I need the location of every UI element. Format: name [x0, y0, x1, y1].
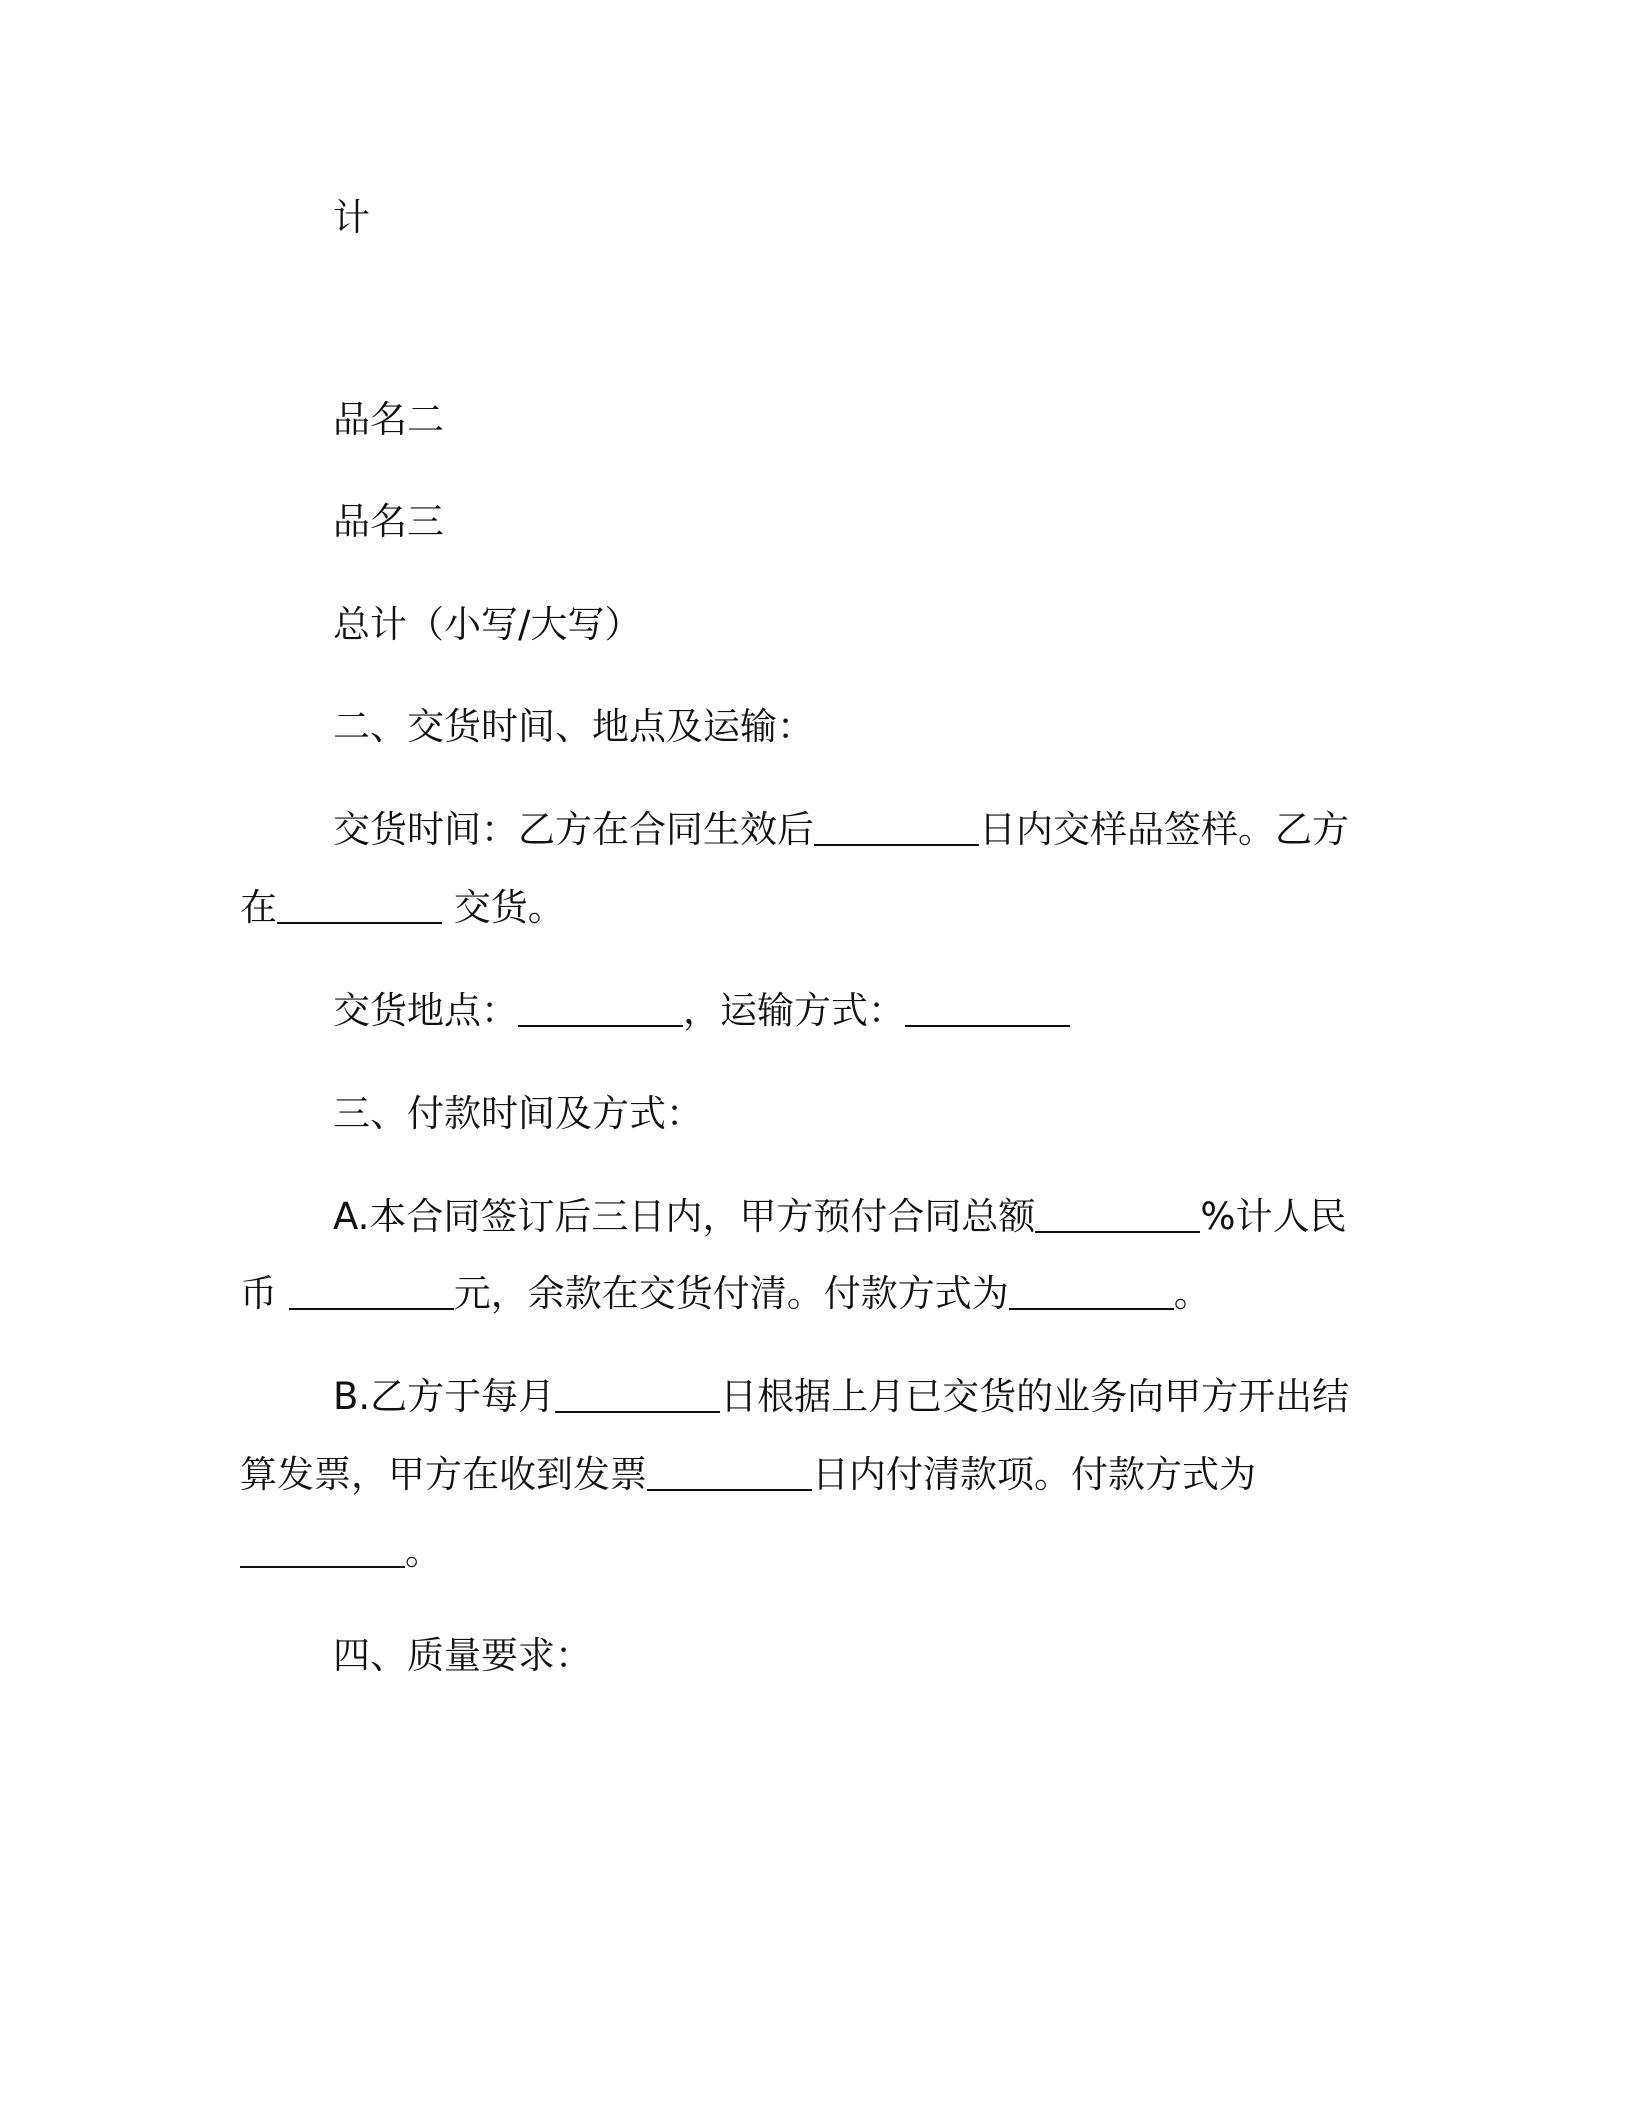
- payment-b-text-3: 算发票，甲方在收到发票: [240, 1453, 647, 1496]
- payment-a-line-1: [333, 1195, 1347, 1239]
- payment-b-text-5: 。: [405, 1530, 442, 1573]
- section-4-heading: [333, 1634, 592, 1678]
- delivery-place-line: [333, 989, 1070, 1033]
- payment-a-text-1: A.本合同签订后三日内，甲方预付合同总额: [333, 1195, 1036, 1238]
- section-4-heading-text: 四、质量要求：: [333, 1634, 592, 1677]
- payment-a-text-2: %计人民: [1200, 1195, 1347, 1238]
- text-total: 总计（小写/大写）: [333, 603, 642, 646]
- blank-field[interactable]: [1035, 1201, 1200, 1233]
- payment-a-line-2: [240, 1272, 1211, 1316]
- delivery-time-text-b: 日内交样品签样。乙方: [979, 808, 1349, 851]
- blank-field[interactable]: [647, 1459, 812, 1491]
- blank-field[interactable]: [1009, 1278, 1174, 1310]
- text-line-ji: [333, 196, 370, 240]
- delivery-place-text-b: ，运输方式：: [683, 989, 905, 1032]
- payment-b-text-1: B.乙方于每月: [333, 1375, 556, 1418]
- payment-b-text-2: 日根据上月已交货的业务向甲方开出结: [720, 1375, 1350, 1418]
- text-ji: 计: [333, 196, 370, 239]
- blank-field[interactable]: [289, 1278, 454, 1310]
- text-line-total: [333, 603, 641, 647]
- text-item-3: 品名三: [333, 500, 444, 543]
- text-item-2: 品名二: [333, 398, 444, 441]
- section-3-heading: [333, 1092, 703, 1136]
- delivery-time-line-1: [333, 808, 1349, 852]
- blank-field[interactable]: [905, 995, 1070, 1027]
- text-line-item3: [333, 500, 444, 544]
- payment-b-line-3: [240, 1530, 442, 1574]
- delivery-time-text-a: 交货时间：乙方在合同生效后: [333, 808, 814, 851]
- text-line-item2: [333, 398, 444, 442]
- blank-field[interactable]: [518, 995, 683, 1027]
- delivery-time-text-c: 在: [240, 886, 277, 929]
- blank-field[interactable]: [240, 1536, 405, 1568]
- payment-a-text-3: 币: [240, 1272, 289, 1315]
- blank-field[interactable]: [814, 814, 979, 846]
- blank-field[interactable]: [277, 892, 442, 924]
- section-2-heading-text: 二、交货时间、地点及运输：: [333, 705, 814, 748]
- delivery-time-text-d: 交货。: [442, 886, 565, 929]
- delivery-time-line-2: [240, 886, 565, 930]
- payment-b-text-4: 日内付清款项。付款方式为: [812, 1453, 1256, 1496]
- payment-a-text-4: 元，余款在交货付清。付款方式为: [453, 1272, 1009, 1315]
- payment-a-text-5: 。: [1173, 1272, 1211, 1315]
- section-2-heading: [333, 705, 814, 749]
- payment-b-line-1: [333, 1375, 1349, 1419]
- payment-b-line-2: [240, 1453, 1256, 1497]
- section-3-heading-text: 三、付款时间及方式：: [333, 1092, 703, 1135]
- blank-field[interactable]: [555, 1381, 720, 1413]
- delivery-place-text-a: 交货地点：: [333, 989, 518, 1032]
